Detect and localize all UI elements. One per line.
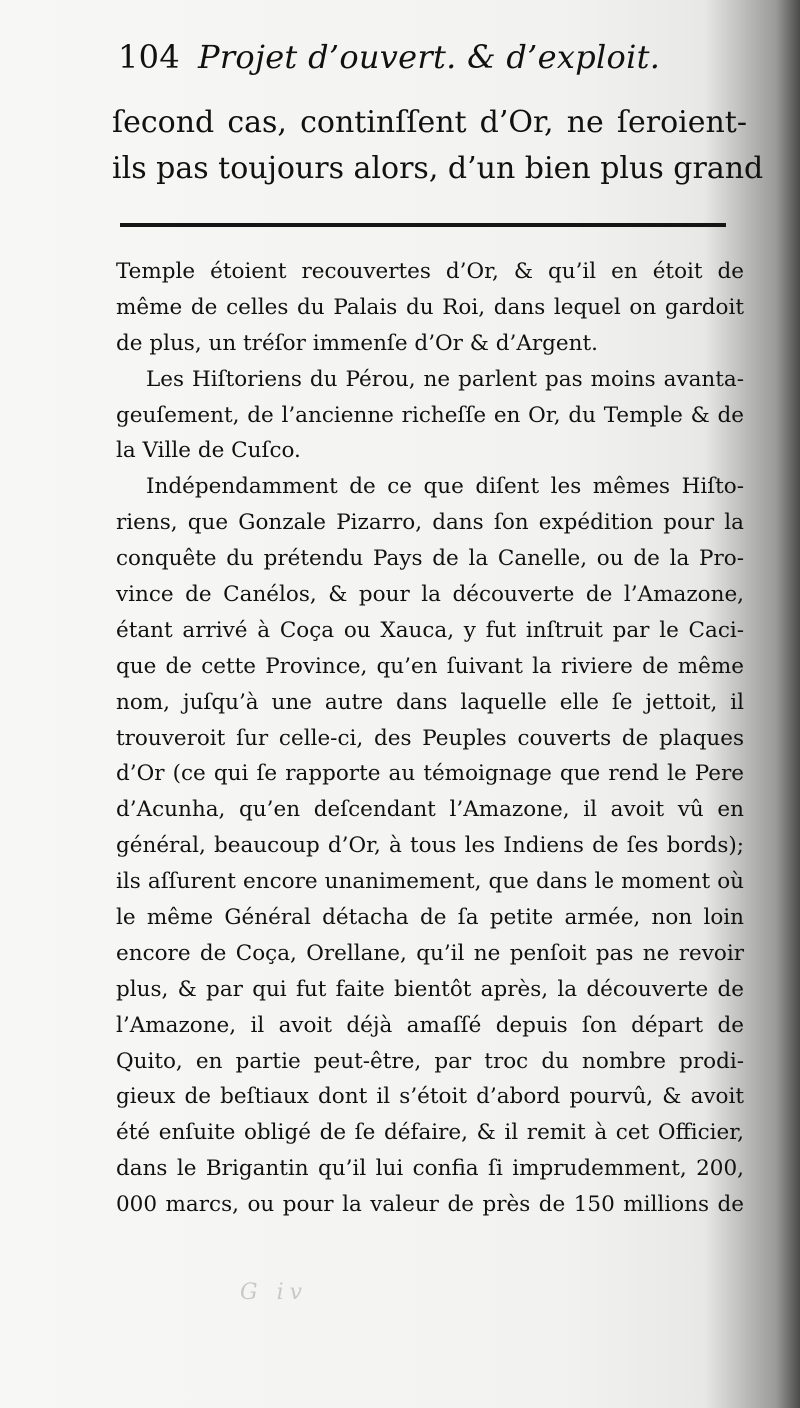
upper-line: ſecond cas, continſſent d’Or, ne ſeroient-: [112, 105, 747, 140]
body-line: Les Hiſtoriens du Pérou, ne parlent pas moins avanta-: [146, 366, 744, 392]
body-line: l’Amazone, il avoit déjà amaſſé depuis ſon départ de: [116, 1012, 744, 1038]
body-line: conquête du prétendu Pays de la Canelle, ou de la Pro-: [116, 546, 744, 572]
body-line: plus, & par qui fut faite bientôt après, la découverte de: [116, 976, 744, 1002]
body-line: été enſuite obligé de ſe défaire, & il remit à cet Officier,: [116, 1120, 744, 1146]
upper-line: ils pas toujours alors, d’un bien plus grand: [112, 151, 764, 186]
body-line: nom, juſqu’à une autre dans laquelle elle ſe jettoit, il: [116, 689, 744, 715]
body-line: ils aſſurent encore unanimement, que dans le moment où: [116, 869, 744, 895]
body-line: gieux de beſtiaux dont il s’étoit d’abord pourvû, & avoit: [116, 1084, 744, 1110]
body-line: de plus, un tréſor immenſe d’Or & d’Argent.: [116, 330, 598, 356]
body-line: d’Acunha, qu’en deſcendant l’Amazone, il avoit vû en: [116, 797, 744, 823]
body-line: le même Général détacha de ſa petite armée, non loin: [116, 905, 744, 931]
body-text-block: [116, 254, 744, 1223]
body-line: geuſement, de l’ancienne richeſſe en Or, du Temple & de: [116, 402, 744, 428]
body-line: même de celles du Palais du Roi, dans lequel on gardoit: [116, 294, 744, 320]
body-line: que de cette Province, qu’en ſuivant la riviere de même: [116, 653, 744, 679]
body-line: étant arrivé à Coça ou Xauca, y fut inſtruit par le Caci-: [116, 617, 744, 643]
running-title: Projet d’ouvert. & d’exploit.: [197, 38, 661, 76]
body-line: trouveroit ſur celle-ci, des Peuples couverts de plaques: [116, 725, 744, 751]
body-line: la Ville de Cuſco.: [116, 438, 301, 464]
body-line: Quito, en partie peut-être, par troc du nombre prodi-: [116, 1048, 744, 1074]
body-line: 000 marcs, ou pour la valeur de près de 150 millions de: [116, 1192, 744, 1218]
horizontal-rule: [120, 223, 726, 227]
body-line: dans le Brigantin qu’il lui confia ſi imprudemment, 200,: [116, 1156, 744, 1182]
body-line: général, beaucoup d’Or, à tous les Indiens de ſes bords);: [116, 833, 744, 859]
body-line: encore de Coça, Orellane, qu’il ne penſoit pas ne revoir: [116, 940, 744, 966]
page-number: 104: [118, 38, 180, 76]
upper-text-block: [112, 100, 764, 192]
body-line: riens, que Gonzale Pizarro, dans ſon expédition pour la: [116, 510, 744, 536]
body-line: vince de Canélos, & pour la découverte de l’Amazone,: [116, 582, 744, 608]
body-line: d’Or (ce qui ſe rapporte au témoignage que rend le Pere: [116, 761, 744, 787]
signature-mark: G iv: [240, 1280, 309, 1305]
body-line: Indépendamment de ce que diſent les mêmes Hiſto-: [146, 474, 744, 500]
body-line: Temple étoient recouvertes d’Or, & qu’il en étoit de: [116, 259, 744, 284]
running-header: [118, 38, 738, 98]
